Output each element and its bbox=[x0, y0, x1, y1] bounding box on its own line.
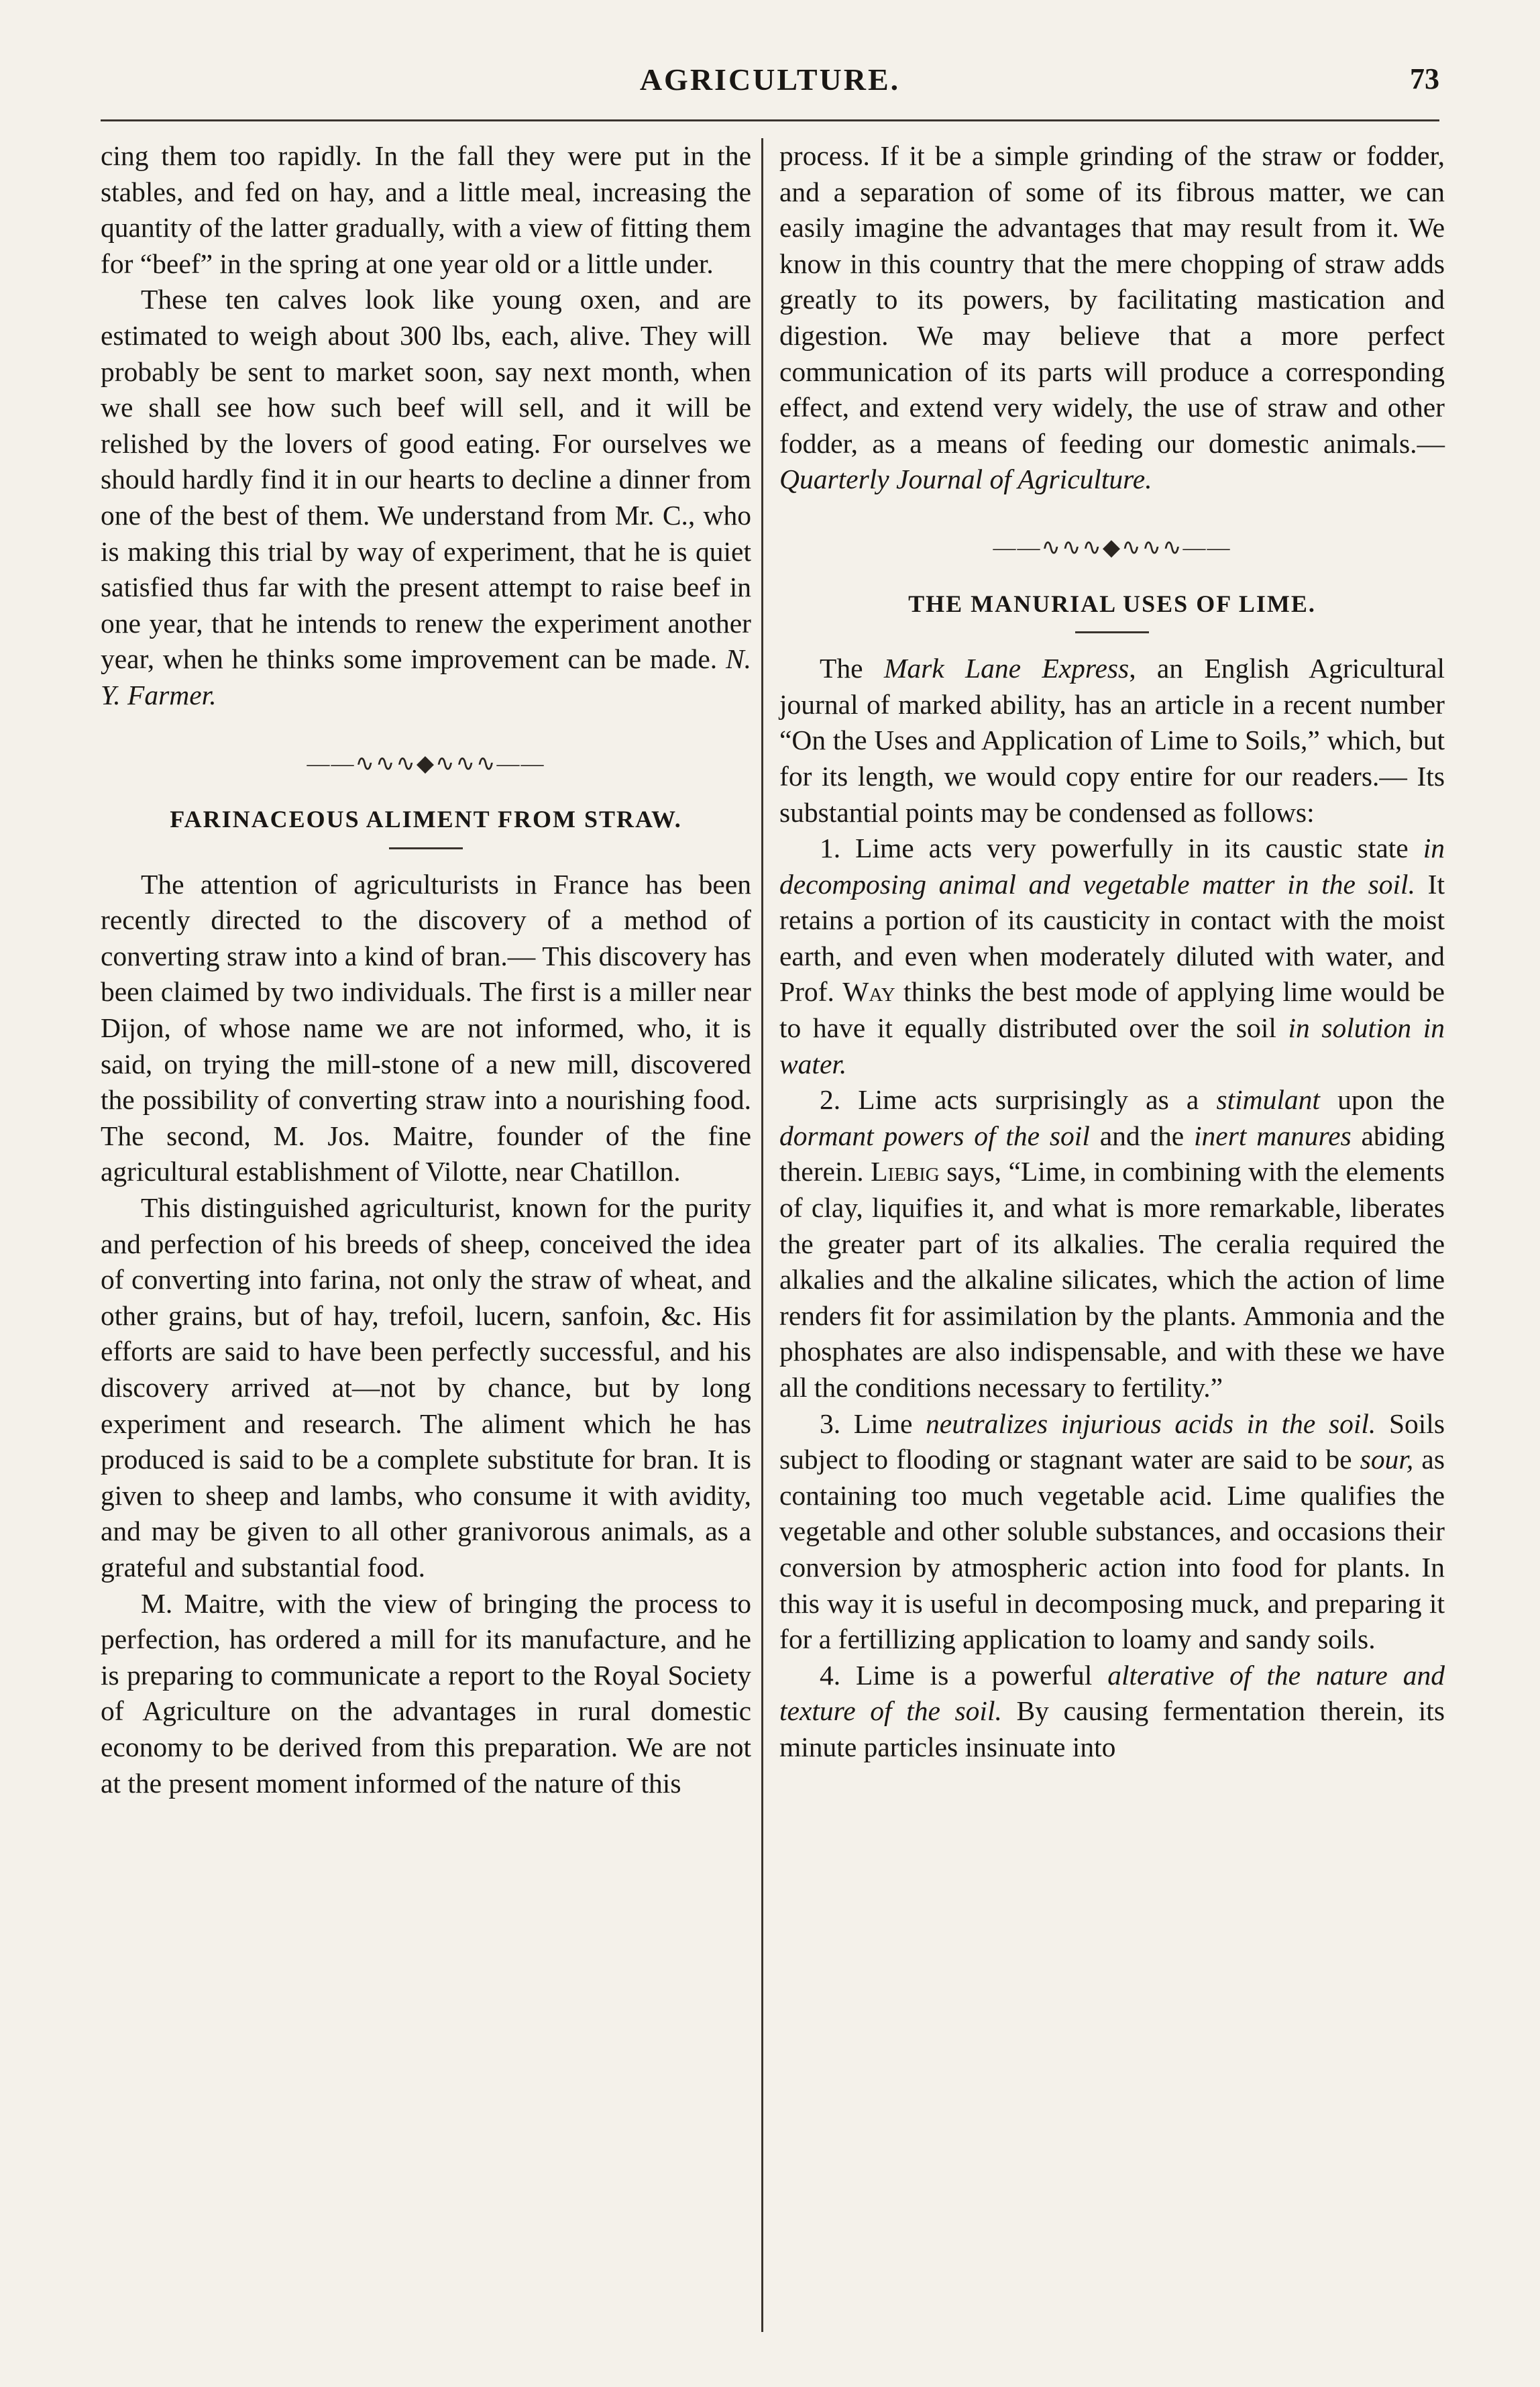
section-ornament: ——∿∿∿◆∿∿∿—— bbox=[307, 751, 545, 776]
source-credit: Quarterly Journal of Agriculture. bbox=[779, 464, 1152, 495]
page-number: 73 bbox=[1410, 62, 1439, 95]
left-column bbox=[101, 138, 751, 1801]
paragraph: The attention of agriculturists in France has been recently directed to the discovery of a method of converting straw into a kind of bran.— This discovery has been claimed by two individuals. The first is a miller near Dijon, of whose name we are not informed, who, it is said, on trying the mill-stone of a new mill, discovered the possibility of converting straw into a nourishing food. The second, M. Jos. Maitre, founder of the fine agricultural establishment of Vilotte, near Chatillon. bbox=[101, 868, 751, 1187]
text-run: , an English Agricultural journal of marked ability, has an article in a recent number “On the Uses and Application of Lime to Soils,” which, but for its length, we would copy entire for our readers.— Its substantial points may be condensed as follows: bbox=[779, 653, 1445, 828]
text-run: thinks the best mode of applying lime would be to have it equally distributed over the soil bbox=[779, 976, 1445, 1044]
text-run: upon the bbox=[1319, 1084, 1445, 1116]
emphasis: in solution in water. bbox=[779, 1012, 1445, 1079]
text-run: The bbox=[820, 653, 884, 684]
list-item bbox=[779, 1658, 1445, 1766]
text-run: By causing fermentation therein, its minute particles insinuate into bbox=[779, 1695, 1445, 1762]
text-run: 2. Lime acts surprisingly as a bbox=[820, 1084, 1217, 1116]
text-run: abiding therein. bbox=[779, 1120, 1445, 1187]
text-run: 3. Lime bbox=[820, 1408, 926, 1439]
emphasis: stimulant bbox=[1216, 1084, 1320, 1116]
text-run: It retains a portion of its causticity in contact with the moist earth, and even when moderately diluted with water, and Prof. bbox=[779, 868, 1445, 1008]
section-ornament: ——∿∿∿◆∿∿∿—— bbox=[993, 535, 1231, 560]
heading-rule bbox=[389, 847, 463, 849]
paragraph bbox=[779, 138, 1445, 498]
emphasis: inert manures bbox=[1194, 1120, 1352, 1151]
text-run: as containing too much vegetable acid. Lime qualifies the vegetable and other soluble substances, and occasions their conversion by atmospheric action into food for plants. In this way it is useful in decomposing muck, and preparing it for a fertillizing application to loamy and sandy soils. bbox=[779, 1444, 1445, 1655]
paragraph: M. Maitre, with the view of bringing the process to perfection, has ordered a mill for its manufacture, and he is preparing to communicate a report to the Royal Society of Agriculture on the advantages in rural domestic economy to be derived from this preparation. We are not at the present moment informed of the nature of this bbox=[101, 1587, 751, 1799]
column-divider bbox=[761, 138, 763, 2332]
emphasis: alterative of the nature and texture of the soil. bbox=[779, 1659, 1445, 1727]
person-name: Way bbox=[842, 976, 895, 1008]
text-run: Soils subject to flooding or stagnant water are said to be bbox=[779, 1408, 1445, 1475]
list-item bbox=[779, 1406, 1445, 1658]
emphasis: dormant powers of the soil bbox=[779, 1120, 1090, 1151]
text-run: and the bbox=[1089, 1120, 1195, 1151]
publication-name: Mark Lane Express bbox=[883, 653, 1130, 684]
source-credit: N. Y. Farmer. bbox=[101, 643, 751, 710]
heading-rule bbox=[1075, 631, 1149, 633]
list-item bbox=[779, 1082, 1445, 1405]
paragraph-text: These ten calves look like young oxen, and are estimated to weigh about 300 lbs, each, alive. They will probably be sent to market soon, say next month, when we shall see how such beef will sell, and it will be relished by the lovers of good eating. For ourselves we should hardly find it in our hearts to decline a dinner from one of the best of them. We understand from Mr. C., who is making this trial by way of experiment, that he is quiet satisfied thus far with the present attempt to raise beef in one year, that he intends to renew the experiment another year, when he thinks some improvement can be made. bbox=[101, 284, 751, 675]
person-name: Liebig bbox=[871, 1156, 940, 1187]
text-run: 4. Lime is a powerful bbox=[820, 1659, 1108, 1691]
paragraph: This distinguished agriculturist, known for the purity and perfection of his breeds of sheep, conceived the idea of converting into farina, not only the straw of wheat, and other grains, but of hay, trefoil, lucern, sanfoin, &c. His efforts are said to have been perfectly successful, and his discovery arrived at—not by chance, but by long experiment and research. The aliment which he has produced is said to be a complete substitute for bran. It is given to sheep and lambs, who consume it with avidity, and may be given to all other granivorous animals, as a grateful and substantial food. bbox=[101, 1192, 751, 1583]
article-heading: FARINACEOUS ALIMENT FROM STRAW. bbox=[170, 806, 682, 833]
running-title: AGRICULTURE. bbox=[639, 62, 901, 97]
emphasis: neutralizes injurious acids in the soil. bbox=[926, 1408, 1376, 1439]
paragraph-text: process. If it be a simple grinding of the straw or fodder, and a separation of some of its fibrous matter, we can easily imagine the advantages that may result from it. We know in this country that the mere chopping of straw adds greatly to its powers, by facilitating mastication and digestion. We may believe that a more perfect communication of its parts will produce a corresponding effect, and extend very widely, the use of straw and other fodder, as a means of feeding our domestic animals.— bbox=[779, 140, 1445, 459]
right-column bbox=[779, 138, 1445, 1766]
text-run: says, “Lime, in combining with the elements of clay, liquifies it, and what is more remarkable, liberates the greater part of its alkalies. The ceralia required the alkalies and the alkaline silicates, which the action of lime renders fit for assimilation by the plants. Ammonia and the phosphates are also indispensable, and with these we have all the conditions necessary to fertility.” bbox=[779, 1156, 1445, 1403]
article-heading: THE MANURIAL USES OF LIME. bbox=[908, 590, 1316, 617]
paragraph bbox=[101, 282, 751, 713]
text-run: 1. Lime acts very powerfully in its caustic state bbox=[820, 833, 1423, 864]
paragraph: cing them too rapidly. In the fall they were put in the stables, and fed on hay, and a little meal, increasing the quantity of the latter gradually, with a view of fitting them for “beef” in the spring at one year old or a little under. bbox=[101, 140, 751, 279]
header-rule bbox=[101, 119, 1439, 121]
list-item bbox=[779, 831, 1445, 1082]
paragraph bbox=[779, 651, 1445, 831]
running-head bbox=[0, 62, 1540, 109]
emphasis: sour, bbox=[1360, 1444, 1414, 1475]
emphasis: in decomposing animal and vegetable matter in the soil. bbox=[779, 833, 1445, 900]
